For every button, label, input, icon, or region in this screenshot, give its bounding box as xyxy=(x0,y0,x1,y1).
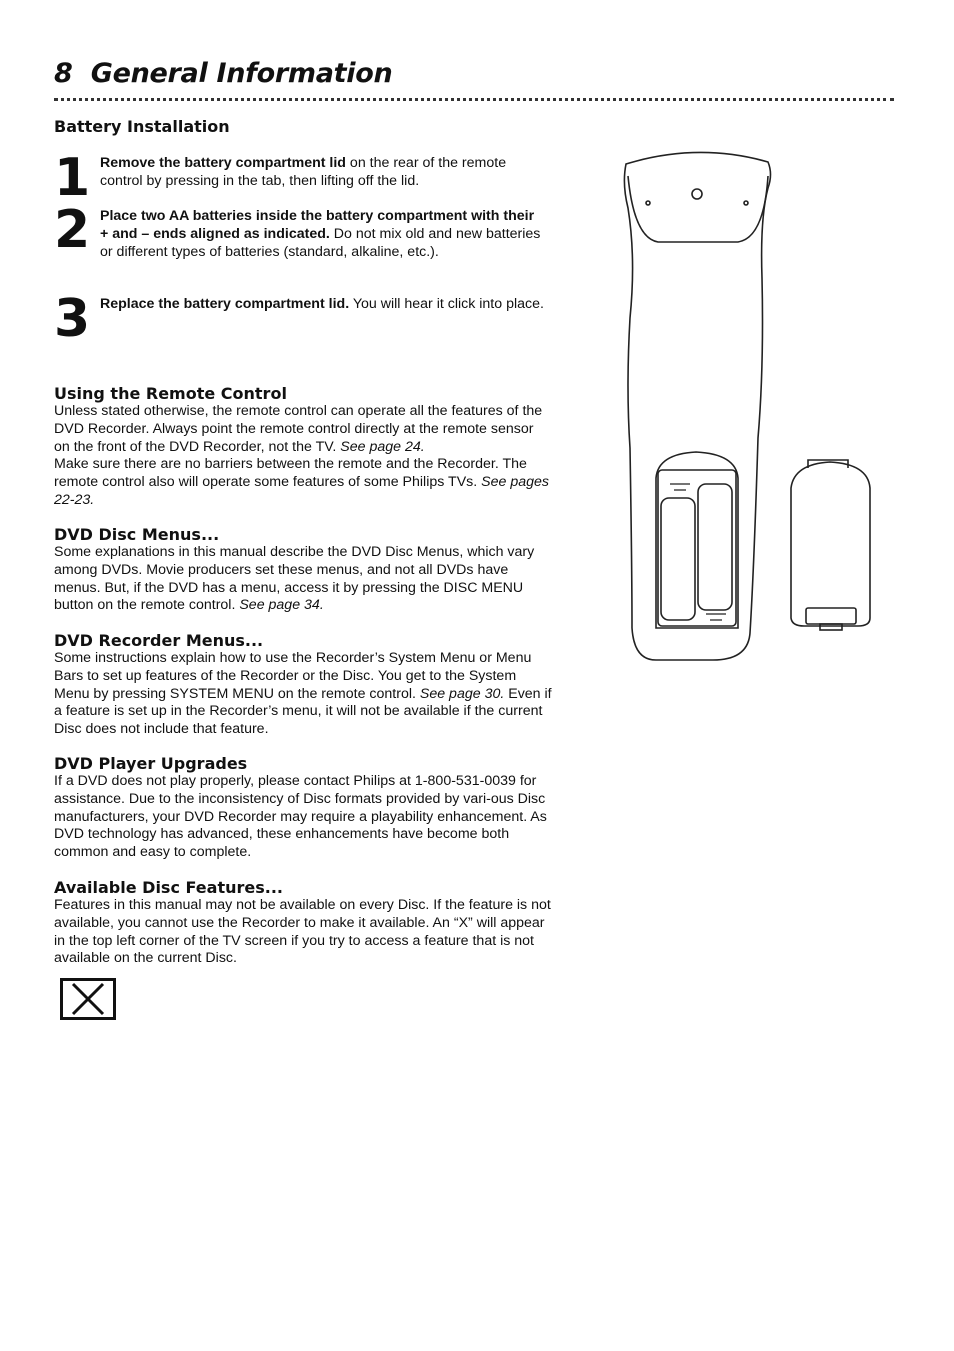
page-number: 8 xyxy=(54,58,73,89)
upgrades-paragraph: If a DVD does not play properly, please contact Philips at 1-800-531-0039 for assistance. Due to the inconsistency of Disc formats provided by vari-ous Disc manufacturers, your DVD Recorder may require a playability enhancement. As DVD technology has advanced, these enhancements have become both common and easy to complete. xyxy=(54,773,547,861)
recorder-menus-paragraph: Some instructions explain how to use the Recorder’s System Menu or Menu Bars to set up features of the Recorder or the Disc. You get to the System Menu by pressing SYSTEM MENU on the remote control. See page 30. Even if a feature is set up in the Recorder’s menu, it will not be available if the current Disc does not include that feature. xyxy=(54,650,552,738)
title-rule xyxy=(54,98,894,101)
disc-menus-heading: DVD Disc Menus... xyxy=(54,525,220,544)
page-title xyxy=(54,58,392,89)
battery-heading: Battery Installation xyxy=(54,117,230,136)
x-box-icon xyxy=(60,978,116,1020)
upgrades-heading: DVD Player Upgrades xyxy=(54,754,248,773)
recorder-menus-heading: DVD Recorder Menus... xyxy=(54,631,264,650)
remote-paragraph: Unless stated otherwise, the remote control can operate all the features of the DVD Recorder. Always point the remote control directly at the remote sensor on the front of the DVD Recorder, not the TV. See page 24. Make sure there are no barriers between the remote and the Recorder. The remote control also will operate some features of some Philips TVs. See pages 22-23. xyxy=(54,403,549,508)
step-number-1: 1 xyxy=(54,148,89,208)
remote-heading: Using the Remote Control xyxy=(54,384,287,403)
step-number-2: 2 xyxy=(54,200,89,260)
step-number-3: 3 xyxy=(54,289,89,349)
features-heading: Available Disc Features... xyxy=(54,878,283,897)
step-3-text: Replace the battery compartment lid. You will hear it click into place. xyxy=(100,296,544,312)
step-1-text: Remove the battery compartment lid on the rear of the remote control by pressing in the tab, then lifting off the lid. xyxy=(100,155,507,189)
features-paragraph: Features in this manual may not be available on every Disc. If the feature is not available, you cannot use the Recorder to make it available. An “X” will appear in the top left corner of the TV screen if you try to access a feature that is not available on the current Disc. xyxy=(54,897,551,967)
remote-back-illustration xyxy=(618,148,880,668)
step-2-text: Place two AA batteries inside the battery compartment with their + and – ends aligned as indicated. Do not mix old and new batteries or different types of batteries (standard, alkaline, etc.). xyxy=(100,208,541,260)
x-glyph-icon xyxy=(63,981,113,1017)
disc-menus-paragraph: Some explanations in this manual describe the DVD Disc Menus, which vary among DVDs. Movie producers set these menus, and not all DVDs have menus. But, if the DVD has a menu, access it by pressing the DISC MENU button on the remote control. See page 34. xyxy=(54,544,535,614)
title-text: General Information xyxy=(90,58,393,89)
